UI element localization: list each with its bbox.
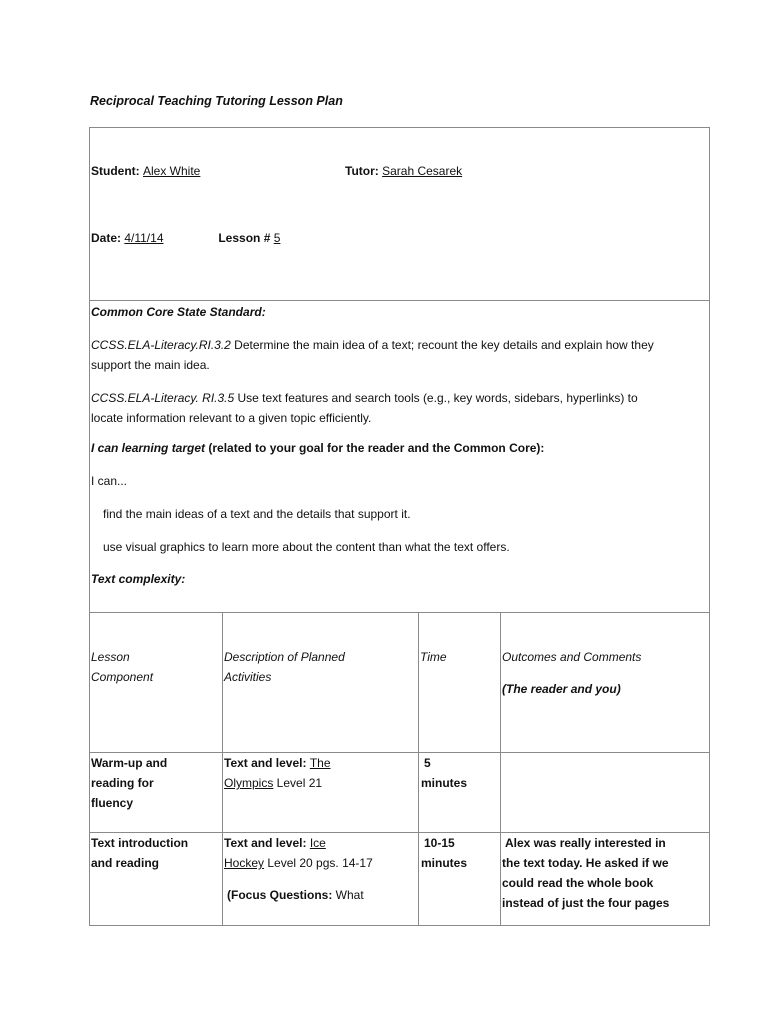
row-2-component-line1: Text introduction (91, 836, 189, 850)
row-1-description (223, 753, 419, 833)
header-component-line1: Lesson (91, 650, 130, 664)
tutor-name: Sarah Cesarek (382, 164, 463, 178)
lesson-number-value: 5 (273, 231, 281, 245)
standard-2-text-cont: locate information relevant to a given topic efficiently. (91, 411, 372, 425)
table-row (90, 833, 710, 926)
row-1-component (90, 753, 223, 833)
row-1-time (419, 753, 501, 833)
goal-2: use visual graphics to learn more about the content than what the text offers. (103, 540, 510, 554)
header-component (90, 613, 223, 753)
standard-1-text-cont: support the main idea. (91, 358, 210, 372)
header-description-line1: Description of Planned (224, 650, 345, 664)
learning-target-heading (91, 441, 544, 455)
row-2-title-b: Hockey (224, 856, 265, 870)
row-1-text-label: Text and level: (224, 756, 310, 770)
header-component-line2: Component (91, 670, 154, 684)
header-description (223, 613, 419, 753)
row-2-time-value: 10-15 (424, 836, 455, 850)
standard-2 (91, 388, 638, 428)
row-2-component (90, 833, 223, 926)
row-1-component-line1: Warm-up and (91, 756, 168, 770)
row-2-outcome-line3: could read the whole book (502, 876, 654, 890)
row-1-title-a: The (309, 756, 331, 770)
header-outcomes (501, 613, 710, 753)
learning-target-note: (related to your goal for the reader and the Common Core): (205, 441, 545, 455)
text-complexity-heading: Text complexity: (91, 572, 186, 586)
row-2-time-unit: minutes (421, 856, 468, 870)
row-2-time (419, 833, 501, 926)
standards-heading: Common Core State Standard: (91, 305, 266, 319)
row-1-outcome (501, 753, 710, 833)
row-1-time-value: 5 (424, 756, 431, 770)
row-2-outcome (501, 833, 710, 926)
row-1-component-line2: reading for (91, 776, 154, 790)
student-row (91, 164, 462, 178)
row-2-text-label: Text and level: (224, 836, 310, 850)
document-title: Reciprocal Teaching Tutoring Lesson Plan (90, 94, 343, 108)
student-label: Student: (91, 164, 143, 178)
standard-1-text: Determine the main idea of a text; recount the key details and explain how they (230, 338, 654, 352)
learning-target-label: I can learning target (91, 441, 206, 455)
row-2-outcome-line2: the text today. He asked if we (502, 856, 669, 870)
row-1-level: Level 21 (273, 776, 323, 790)
header-time (419, 613, 501, 753)
row-2-title-a: Ice (309, 836, 326, 850)
header-time-label: Time (420, 650, 447, 664)
goal-1: find the main ideas of a text and the details that support it. (103, 507, 411, 521)
lesson-plan-table (89, 127, 710, 926)
tutor-label: Tutor: (345, 164, 383, 178)
standard-2-text: Use text features and search tools (e.g., key words, sidebars, hyperlinks) to (234, 391, 638, 405)
row-2-level: Level 20 pgs. 14-17 (264, 856, 373, 870)
date-label: Date: (91, 231, 125, 245)
student-name: Alex White (143, 164, 201, 178)
row-2-description (223, 833, 419, 926)
header-outcomes-sub: (The reader and you) (502, 682, 621, 696)
row-2-outcome-line1: Alex was really interested in (505, 836, 666, 850)
standard-2-code: CCSS.ELA-Literacy. RI.3.5 (91, 391, 235, 405)
row-2-focus-text: What (332, 888, 364, 902)
header-description-line2: Activities (224, 670, 272, 684)
header-outcomes-label: Outcomes and Comments (502, 650, 642, 664)
row-2-focus-label: (Focus Questions: (227, 888, 333, 902)
standard-1 (91, 335, 654, 375)
row-1-title-b: Olympics (224, 776, 274, 790)
row-2-component-line2: and reading (91, 856, 160, 870)
row-2-outcome-line4: instead of just the four pages (502, 896, 670, 910)
i-can-label: I can... (91, 474, 128, 488)
standards-cell (90, 301, 710, 613)
date-value: 4/11/14 (124, 231, 164, 245)
row-1-time-unit: minutes (421, 776, 468, 790)
lesson-number-label: Lesson # (218, 231, 274, 245)
table-row (90, 753, 710, 833)
date-row (91, 231, 294, 245)
standard-1-code: CCSS.ELA-Literacy.RI.3.2 (91, 338, 231, 352)
lesson-table-header (90, 613, 710, 753)
row-1-component-line3: fluency (91, 796, 134, 810)
info-cell (90, 128, 710, 301)
